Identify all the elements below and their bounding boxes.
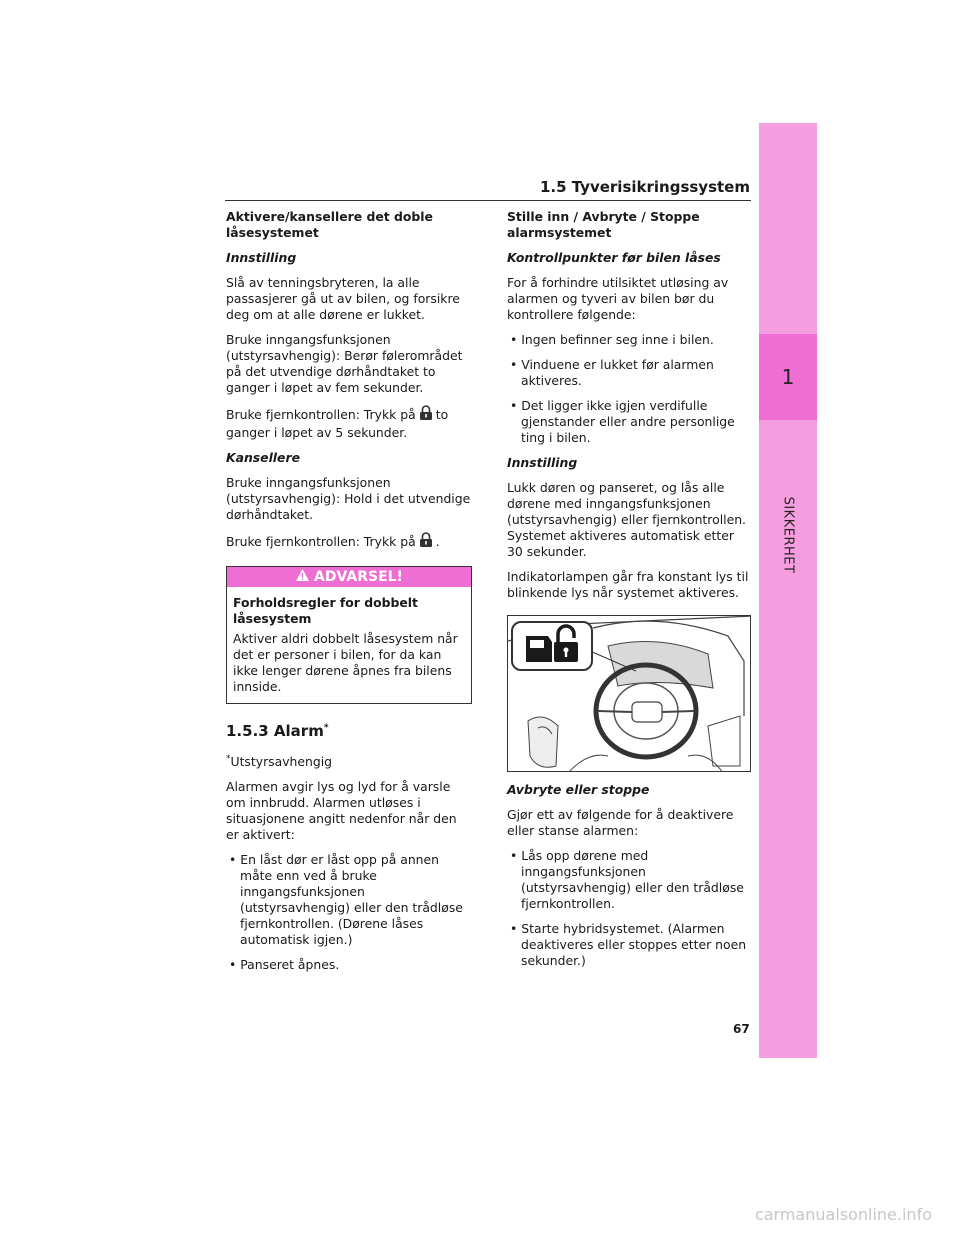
bullet-item: • Panseret åpnes. [229, 957, 340, 973]
double-lock-heading: Aktivere/kansellere det doble låsesystemet [226, 209, 433, 240]
paragraph: Bruke inngangsfunksjonen (utstyrsavhengig): Berør følerområdet på det utvendige dørhåndtaket to ganger i løpet av fem sekunder. [226, 332, 463, 395]
paragraph [226, 405, 472, 441]
bullet-text: Vinduene er lukket før alarmen aktiveres. [521, 357, 714, 388]
right-column [507, 209, 753, 978]
chapter-sidebar [759, 123, 817, 1058]
bullet-text: Ingen befinner seg inne i bilen. [521, 332, 714, 347]
text-fragment: Bruke fjernkontrollen: Trykk på [226, 407, 416, 422]
chapter-number-box [759, 334, 817, 420]
paragraph: For å forhindre utilsiktet utløsing av alarmen og tyveri av bilen bør du kontrollere følgende: [507, 275, 729, 322]
section-title-text: 1.5.3 Alarm [226, 722, 324, 740]
chapter-name: SIKKERHET [780, 496, 796, 574]
setting-label: Innstilling [226, 250, 297, 265]
warning-subheading: Forholdsregler for dobbelt låsesystem [233, 595, 418, 626]
warning-text: Aktiver aldri dobbelt låsesystem når det er personer i bilen, for da kan ikke lenger dørene åpnes fra bilens innside. [233, 631, 458, 694]
dashboard-illustration [507, 615, 751, 772]
bullet-item: • Det ligger ikke igjen verdifulle gjenstander eller andre personlige ting i bilen. [510, 398, 735, 445]
paragraph: Indikatorlampen går fra konstant lys til blinkende lys når systemet aktiveres. [507, 569, 749, 600]
alarm-setup-heading: Stille inn / Avbryte / Stoppe alarmsystemet [507, 209, 700, 240]
bullet-text: Starte hybridsystemet. (Alarmen deaktiveres eller stoppes etter noen sekunder.) [521, 921, 747, 968]
paragraph [226, 532, 472, 552]
section-title [226, 720, 472, 739]
bullet-text: Panseret åpnes. [240, 957, 340, 973]
text-fragment: . [435, 534, 440, 549]
warning-icon [295, 568, 310, 586]
check-label: Kontrollpunkter før bilen låses [507, 250, 721, 265]
warning-box [226, 566, 472, 704]
bullet-item: • En låst dør er låst opp på annen måte enn ved å bruke inngangsfunksjonen (utstyrsavhengig) eller den trådløse fjernkontrollen. (Dørene låses automatisk igjen.) [229, 852, 463, 948]
section-mark: * [323, 723, 329, 733]
cancel-stop-label: Avbryte eller stoppe [507, 782, 650, 797]
header-rule [225, 200, 751, 201]
cancel-label: Kansellere [226, 450, 300, 465]
bullet-text: Lås opp dørene med inngangsfunksjonen (utstyrsavhengig) eller den trådløse fjernkontrollen. [521, 848, 744, 911]
bullet-item: • Vinduene er lukket før alarmen aktiveres. [510, 357, 714, 388]
page-number: 67 [733, 1022, 750, 1036]
lock-key-icon [419, 532, 433, 552]
warning-body [227, 587, 471, 703]
dashboard-drawing [508, 616, 751, 772]
text-fragment: to ganger i løpet av 5 sekunder. [226, 407, 449, 440]
bullet-text: En låst dør er låst opp på annen måte enn ved å bruke inngangsfunksjonen (utstyrsavhengig) eller den trådløse fjernkontrollen. (Dørene låses automatisk igjen.) [240, 852, 463, 948]
setting-label: Innstilling [507, 455, 578, 470]
bullet-text: Det ligger ikke igjen verdifulle gjenstander eller andre personlige ting i bilen. [521, 398, 735, 445]
warning-title: ADVARSEL! [314, 569, 403, 585]
paragraph: Gjør ett av følgende for å deaktivere eller stanse alarmen: [507, 807, 734, 838]
bullet-item: • Ingen befinner seg inne i bilen. [510, 332, 714, 347]
left-column [226, 209, 472, 982]
warning-header [227, 567, 471, 587]
chapter-number: 1 [781, 365, 795, 389]
footnote-text: Utstyrsavhengig [230, 754, 333, 770]
paragraph: Slå av tenningsbryteren, la alle passasjerer gå ut av bilen, og forsikre deg om at alle dørene er lukket. [226, 275, 460, 322]
bullet-item: • Lås opp dørene med inngangsfunksjonen (utstyrsavhengig) eller den trådløse fjernkontrollen. [510, 848, 744, 911]
footnote-mark: * [226, 754, 231, 764]
footnote [226, 751, 472, 770]
paragraph: Bruke inngangsfunksjonen (utstyrsavhengig): Hold i det utvendige dørhåndtaket. [226, 475, 471, 522]
bullet-item: • Starte hybridsystemet. (Alarmen deaktiveres eller stoppes etter noen sekunder.) [510, 921, 747, 968]
watermark: carmanualsonline.info [754, 1205, 932, 1224]
lock-key-icon [419, 405, 433, 425]
paragraph: Alarmen avgir lys og lyd for å varsle om innbrudd. Alarmen utløses i situasjonene angitt nedenfor når den er aktivert: [226, 779, 457, 843]
text-fragment: Bruke fjernkontrollen: Trykk på [226, 534, 416, 549]
paragraph: Lukk døren og panseret, og lås alle dørene med inngangsfunksjonen (utstyrsavhengig) eller fjernkontrollen. Systemet aktiveres automatisk etter 30 sekunder. [507, 480, 746, 559]
page-header-title: 1.5 Tyverisikringssystem [539, 178, 750, 196]
